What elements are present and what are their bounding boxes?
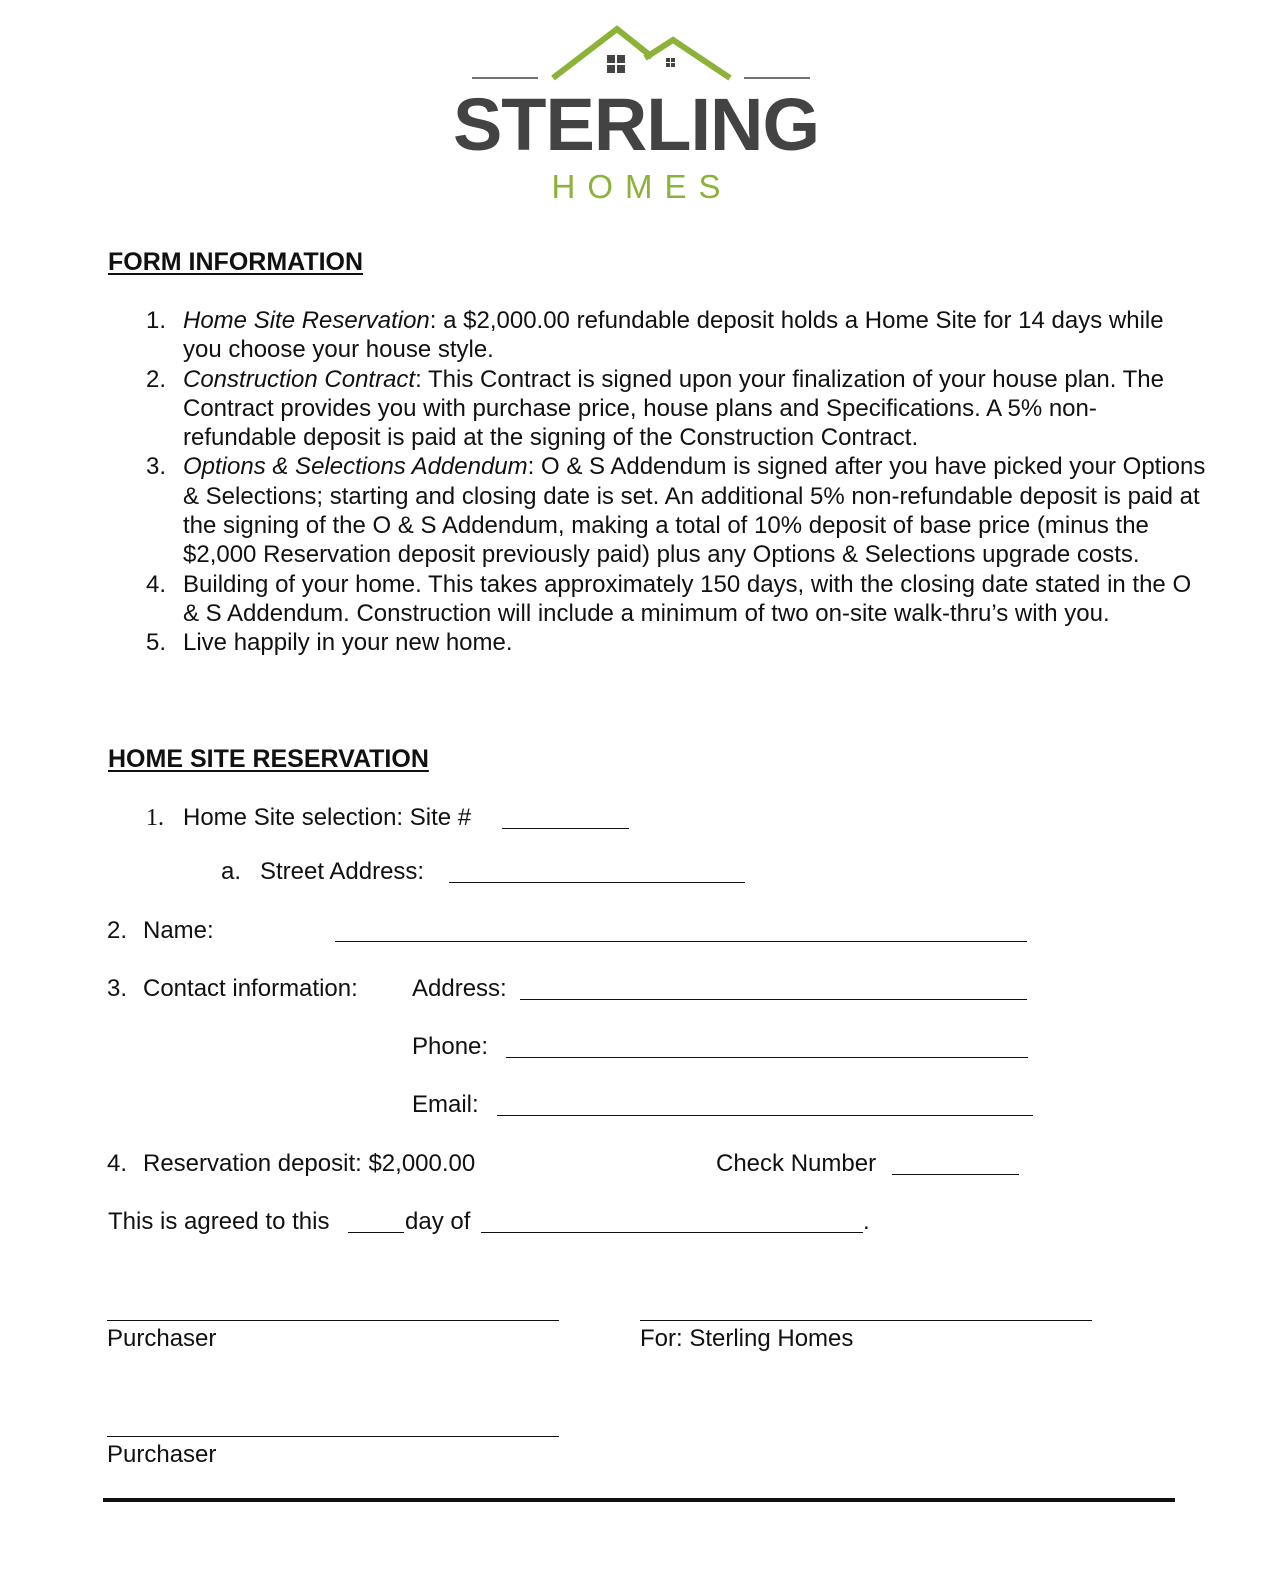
list-item — [146, 452, 1206, 569]
list-item-number: 3. — [146, 453, 167, 481]
street-address-label: Street Address: — [260, 858, 425, 885]
deposit-number-label: 4. — [107, 1150, 128, 1177]
list-item-label: Construction Contract — [183, 365, 416, 393]
purchaser-signature-line[interactable] — [107, 1320, 559, 1321]
site-number-field[interactable] — [502, 828, 629, 829]
form-information-heading: FORM INFORMATION — [108, 248, 364, 276]
list-item-number: 4. — [146, 570, 167, 598]
home-site-reservation-heading: HOME SITE RESERVATION — [108, 745, 429, 773]
logo-wordmark: STERLING — [452, 83, 820, 166]
site-number-label: 1. — [146, 805, 164, 831]
list-item-text: : a $2,000.00 refundable deposit holds a Home Site for 14 days while you choose your house style. — [183, 307, 1164, 364]
list-item-number: 1. — [146, 307, 167, 334]
purchaser-label: Purchaser — [107, 1325, 217, 1352]
check-number-field[interactable] — [892, 1174, 1019, 1175]
logo-subtitle: HOMES — [551, 168, 733, 205]
agreement-month-field[interactable] — [481, 1232, 863, 1233]
phone-field[interactable] — [506, 1057, 1028, 1058]
company-logo — [0, 0, 1272, 230]
second-purchaser-signature-line[interactable] — [107, 1436, 559, 1437]
name-field[interactable] — [335, 941, 1027, 942]
list-item-number: 5. — [146, 629, 167, 657]
agreement-period: . — [863, 1208, 870, 1235]
name-number-label: 2. — [107, 917, 128, 944]
list-item-text: Live happily in your new home. — [183, 629, 513, 657]
contact-information-label: Contact information: — [143, 975, 358, 1002]
agreement-text: This is agreed to this — [108, 1208, 330, 1235]
list-item-text: : This Contract is signed upon your finalization of your house plan. The Contract provides you with purchase price, house plans and Specifications. A 5% non-refundable deposit is paid at the signing of the Construction Contract. — [183, 365, 1164, 452]
phone-label: Phone: — [412, 1033, 489, 1060]
reservation-deposit-label: Reservation deposit: $2,000.00 — [143, 1150, 476, 1177]
email-label: Email: — [412, 1091, 479, 1118]
list-item-number: 2. — [146, 365, 167, 393]
list-item-text: : O & S Addendum is signed after you have picked your Options & Selections; starting and closing date is set. An additional 5% non-refundable deposit is paid at the signing of the O & S Addendum, making a total of 10% deposit of base price (minus the $2,000 Reservation deposit previously paid) plus any Options & Selections upgrade costs. — [183, 453, 1206, 569]
site-selection-label: Home Site selection: Site # — [183, 804, 472, 831]
address-label: Address: — [412, 975, 507, 1002]
list-item-label: Home Site Reservation — [183, 307, 430, 334]
agreement-day-field[interactable] — [348, 1232, 404, 1233]
list-item — [146, 365, 1206, 453]
second-purchaser-label: Purchaser — [107, 1441, 217, 1468]
list-item-text: Building of your home. This takes approximately 150 days, with the closing date stated in the O & S Addendum. Construction will include a minimum of two on-site walk-thru’s with you. — [183, 570, 1192, 627]
company-signature-line[interactable] — [640, 1320, 1092, 1321]
check-number-label: Check Number — [716, 1150, 877, 1177]
address-field[interactable] — [520, 999, 1027, 1000]
form-information-list — [146, 306, 1206, 658]
email-field[interactable] — [497, 1115, 1033, 1116]
list-item — [146, 306, 1206, 365]
company-signature-label: For: Sterling Homes — [640, 1325, 854, 1352]
list-item-label: Options & Selections Addendum — [183, 453, 528, 481]
agreement-day-of-label: day of — [405, 1208, 471, 1235]
name-label: Name: — [143, 917, 214, 944]
list-item — [146, 628, 1206, 657]
street-number-label: a. — [221, 858, 242, 885]
list-item — [146, 570, 1206, 629]
street-address-field[interactable] — [449, 882, 745, 883]
footer-rule — [103, 1498, 1175, 1502]
contact-number-label: 3. — [107, 975, 128, 1002]
